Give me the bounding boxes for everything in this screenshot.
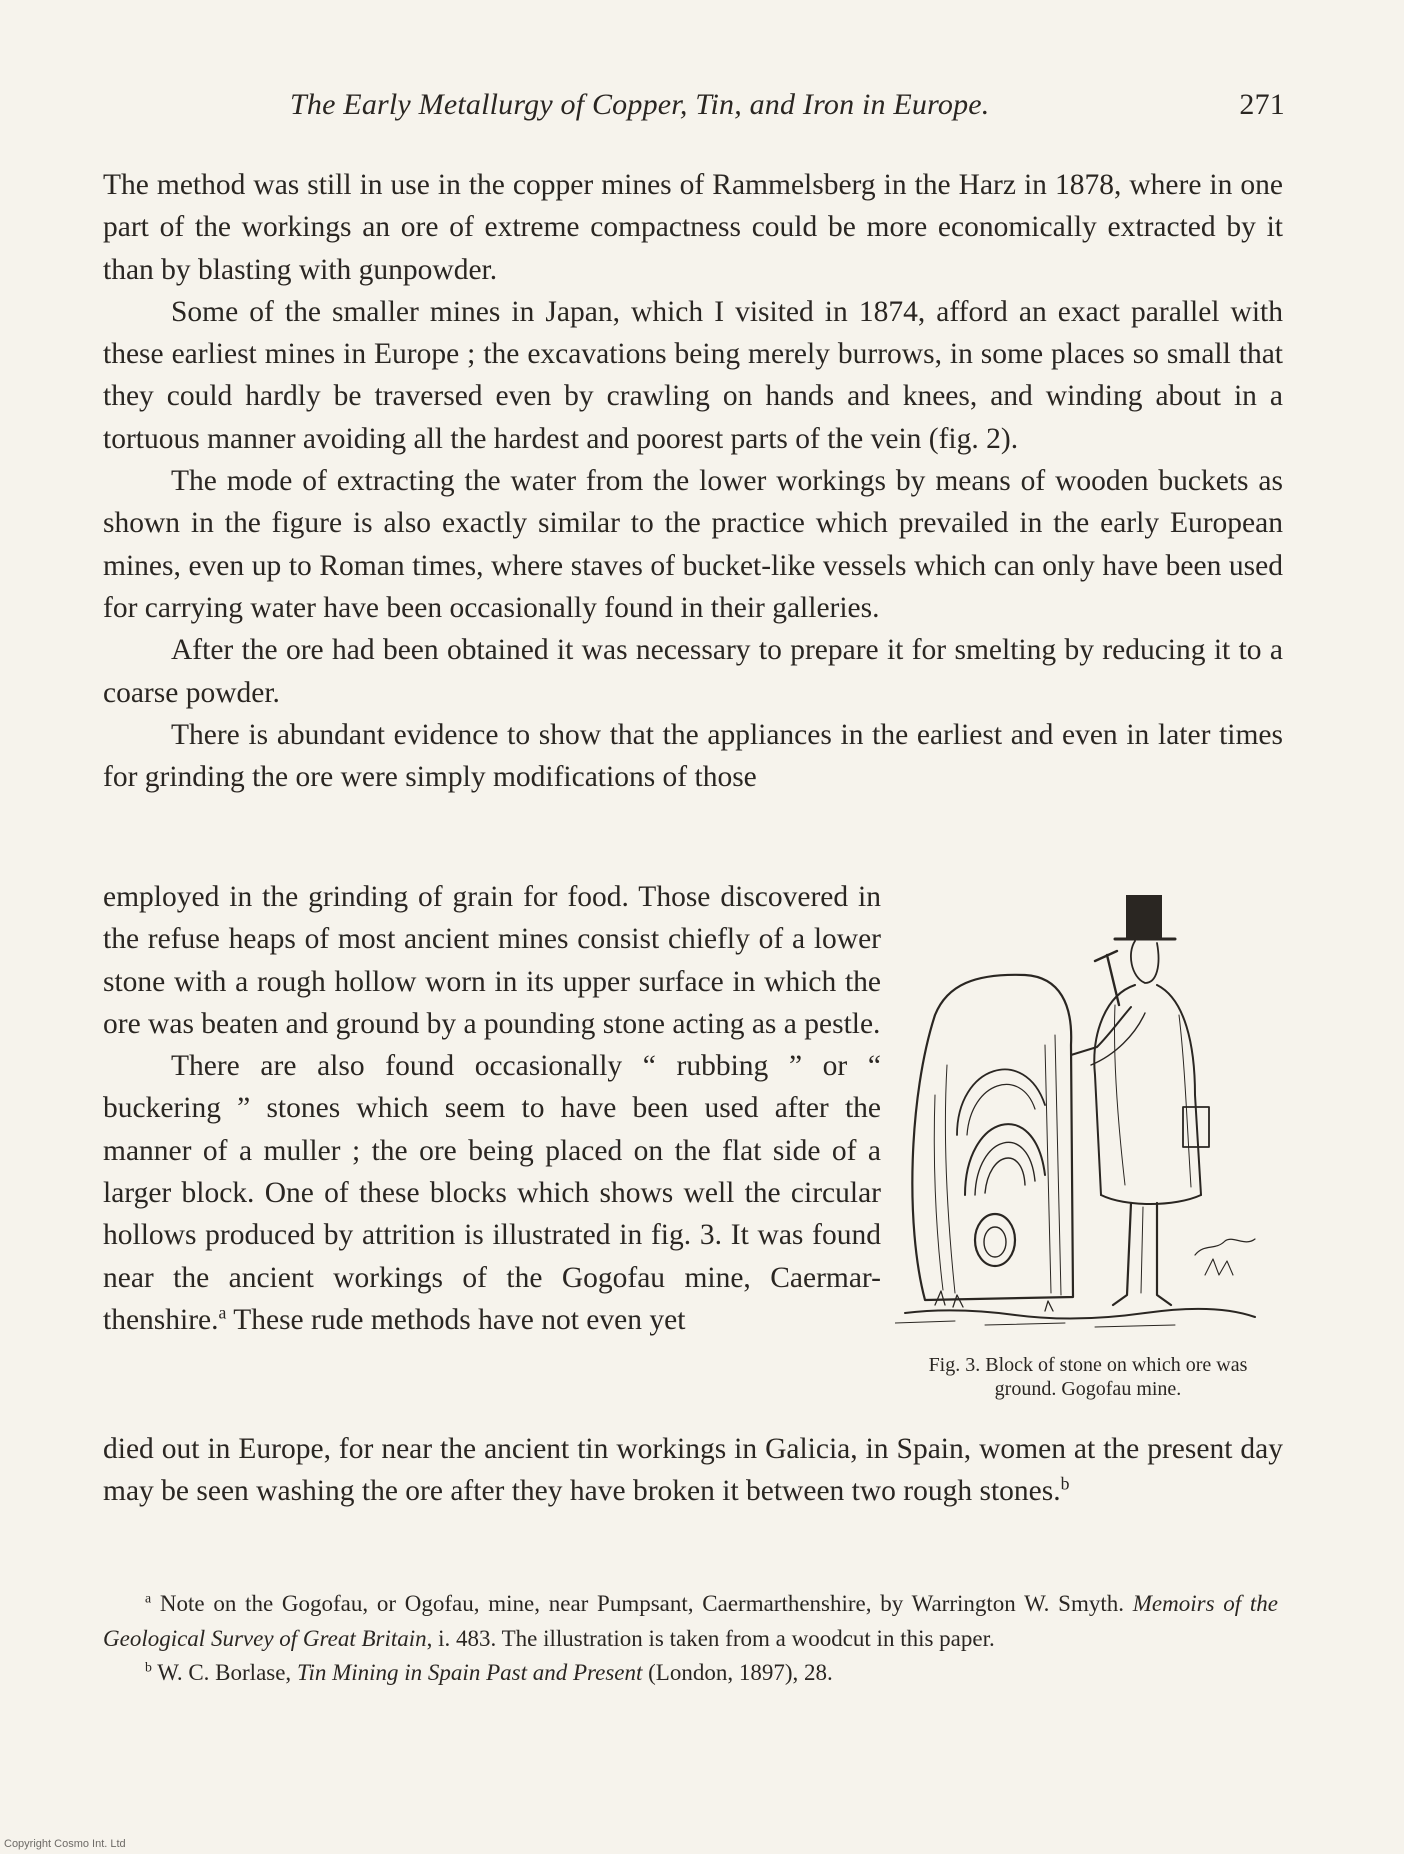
body-text-bottom — [103, 1428, 1283, 1513]
copyright-watermark: Copyright Cosmo Int. Ltd — [4, 1838, 126, 1850]
footnote-b-marker: b — [145, 1659, 152, 1675]
caption-line-2: ground. Gogofau mine. — [994, 1378, 1182, 1400]
footnote-b-text-1: W. C. Borlase, — [151, 1660, 297, 1685]
paragraph-2: Some of the smaller mines in Japan, which I visited in 1874, afford an exact parallel with these earliest mines in Europe ; the excavations being merely burrows, in some places so small that they could hardly be traversed even by crawling on hands and knees, and winding about in a tortuous manner avoiding all the hardest and poorest parts of the vein (fig. 2). — [103, 295, 1283, 455]
paragraph-4: After the ore had been obtained it was necessary to prepare it for smelting by reducing it to a coarse powder. — [103, 634, 1283, 709]
figure-3-woodcut — [895, 895, 1275, 1335]
footnotes — [103, 1587, 1278, 1691]
paragraph-6-narrow — [103, 1045, 881, 1341]
paragraph-1: The method was still in use in the copper mines of Rammelsberg in the Harz in 1878, where in one part of the workings an ore of extreme compactness could be more economically extracted by it than by blasting with gunpowder. — [103, 169, 1283, 286]
footnote-b-italic: Tin Mining in Spain Past and Present — [296, 1660, 643, 1685]
woodcut-illustration — [895, 895, 1275, 1335]
running-title: The Early Metallurgy of Copper, Tin, and Iron in Europe. — [290, 88, 990, 121]
paragraph-6-text-b: These rude methods have not even yet — [226, 1303, 686, 1336]
paragraph-6-text-a: There are also found occasionally “ rubbing ” or “ buckering ” stones which seem to have been used after the manner of a muller ; the ore being placed on the flat side of a larger block. One of these blocks which shows well the circular hollows produced by attrition is illustrated in fig. 3. It was found near the ancient workings of the Gogofau mine, Caermar-thenshire. — [103, 1050, 881, 1336]
footnote-ref-b: b — [1060, 1473, 1070, 1494]
footnote-a-text-2: , i. 483. The illustration is taken from a woodcut in this paper. — [426, 1625, 995, 1651]
footnote-a — [103, 1587, 1278, 1656]
running-head — [290, 88, 1285, 128]
footnote-b — [103, 1656, 1278, 1691]
caption-line-1: Fig. 3. Block of stone on which ore was — [928, 1354, 1248, 1376]
page-number: 271 — [1239, 88, 1285, 121]
paragraph-6-full — [103, 1428, 1283, 1513]
paragraph-6-text-c: died out in Europe, for near the ancient tin workings in Galicia, in Spain, women at the present day may be seen washing the ore after they have broken it between two rough stones. — [103, 1433, 1283, 1508]
footnote-b-text-2: (London, 1897), 28. — [642, 1660, 833, 1685]
paragraph-5-full: There is abundant evidence to show that the appliances in the earliest and even in later times for grinding the ore were simply modifications of those — [103, 718, 1283, 794]
footnote-ref-a: a — [218, 1302, 227, 1323]
figure-caption — [888, 1353, 1288, 1401]
paragraph-5-narrow: employed in the grinding of grain for food. Those discovered in the refuse heaps of most ancient mines consist chiefly of a lower stone with a rough hollow worn in its upper surface in which the ore was beaten and ground by a pounding stone acting as a pestle. — [103, 881, 881, 1040]
paragraph-3: The mode of extracting the water from the lower workings by means of wooden buckets as shown in the figure is also exactly similar to the practice which prevailed in the early European mines, even up to Roman times, where staves of bucket-like vessels which can only have been used for carrying water have been occasionally found in their galleries. — [103, 465, 1283, 624]
body-text-narrow — [103, 876, 881, 1341]
footnote-a-italic: Memoirs of the Geological Survey of Great Britain — [103, 1591, 1278, 1651]
footnote-a-text-1: Note on the Gogofau, or Ogofau, mine, near Pumpsant, Caermarthenshire, by Warrington W. Smyth. — [151, 1591, 1133, 1616]
footnote-a-marker: a — [145, 1590, 152, 1606]
body-text-top — [103, 164, 1283, 798]
